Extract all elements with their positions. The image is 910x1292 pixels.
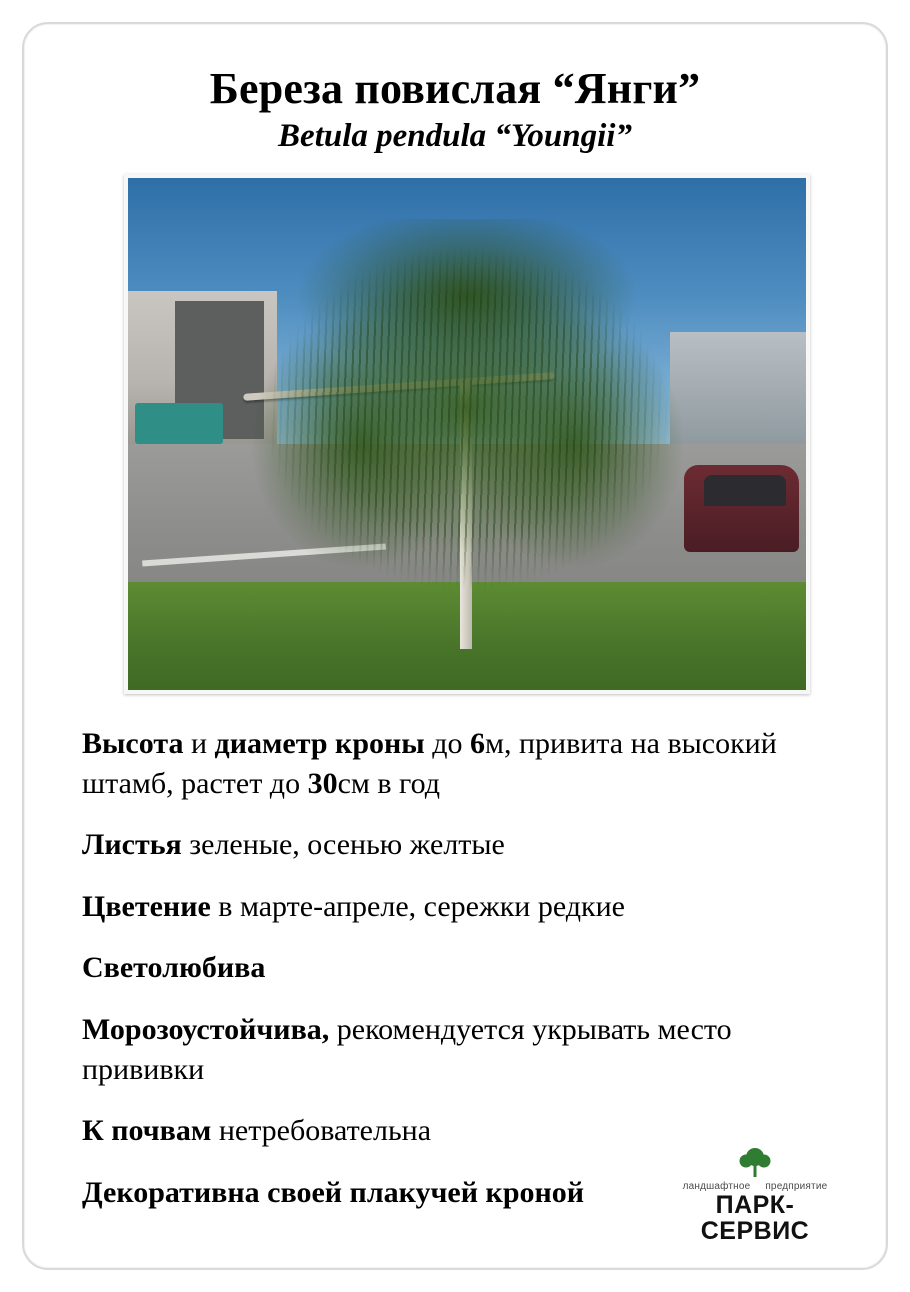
fact-text-flowering: в марте-апреле, сережки редкие xyxy=(210,889,625,923)
fact-flowering xyxy=(82,887,842,927)
fact-frost xyxy=(82,1010,842,1089)
fact-label-flowering: Цветение xyxy=(82,889,211,923)
tree-logo-icon xyxy=(733,1146,777,1180)
fact-light xyxy=(82,948,842,988)
fact-text-soil: нетребовательна xyxy=(211,1114,432,1148)
fact-value-growth: 30 xyxy=(307,766,338,800)
fact-text-d: см в год xyxy=(337,766,440,800)
logo-tagline xyxy=(662,1181,848,1192)
fact-label-leaves: Листья xyxy=(82,828,182,862)
page-title: Береза повислая “Янги” xyxy=(209,64,701,113)
fact-label-decorative: Декоративна своей плакучей кроной xyxy=(82,1175,585,1209)
fact-label-light: Светолюбива xyxy=(82,951,266,985)
fact-value-height: 6 xyxy=(469,727,485,760)
logo-tagline-left: ландшафтное xyxy=(682,1180,751,1192)
fact-label-soil: К почвам xyxy=(82,1114,212,1148)
fact-text-c: м, привита на высокий штамб, растет до xyxy=(82,727,777,800)
fact-leaves xyxy=(82,825,842,865)
photo-frame xyxy=(124,174,810,694)
tree-photo xyxy=(128,178,806,690)
card-container xyxy=(22,22,888,1270)
fact-text-leaves: зеленые, осенью желтые xyxy=(181,828,505,862)
weeping-foliage xyxy=(209,229,724,649)
fact-label-crown-diameter: диаметр кроны xyxy=(214,727,425,760)
title-block xyxy=(24,66,886,155)
latin-name: Betula pendula “Youngii” xyxy=(278,118,632,155)
fact-label-frost: Морозоустойчива, xyxy=(82,1012,330,1046)
company-logo xyxy=(662,1146,848,1245)
fact-text-a: и xyxy=(183,727,215,760)
fact-text-b: до xyxy=(424,727,470,760)
fact-text-frost: рекомендуется укрывать место прививки xyxy=(82,1012,732,1086)
logo-company-name: ПАРК-СЕРВИС xyxy=(700,1190,810,1245)
logo-tagline-right: предприятие xyxy=(765,1180,828,1192)
fact-height-crown xyxy=(82,724,842,803)
fact-label-height: Высота xyxy=(82,727,184,760)
